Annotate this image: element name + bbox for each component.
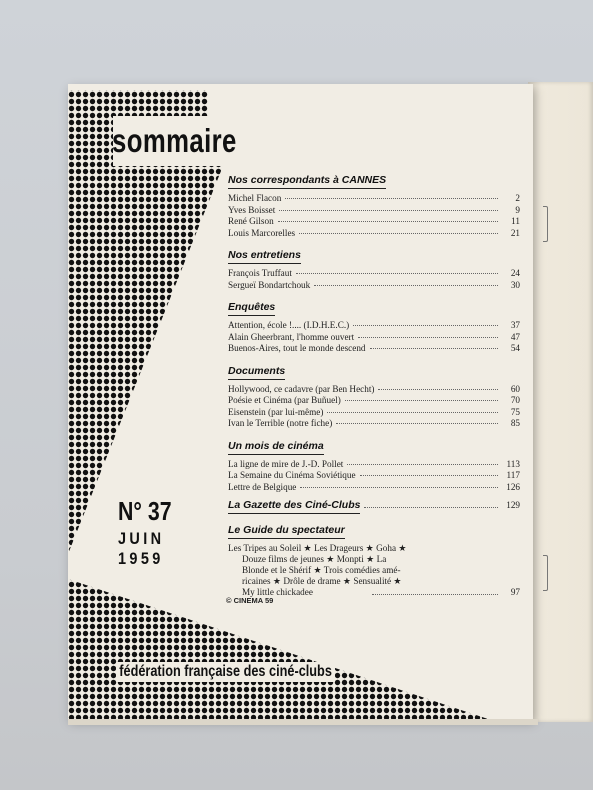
staple-bottom: [543, 555, 548, 591]
section-heading: Le Guide du spectateur: [228, 524, 345, 539]
section-heading: Nos entretiens: [228, 249, 301, 264]
toc-section: [228, 297, 520, 355]
toc-entry: Ivan le Terrible (notre fiche) 85: [228, 418, 520, 428]
toc-entry: Sergueï Bondartchouk 30: [228, 279, 520, 290]
toc-entry: La Semaine du Cinéma Soviétique 117: [228, 470, 520, 480]
toc-section: [228, 436, 520, 494]
toc-entry: Lettre de Belgique 126: [228, 481, 520, 492]
issue-month: JUIN: [118, 529, 165, 548]
adjacent-page-edge: [528, 82, 593, 722]
table-of-contents: [228, 170, 520, 604]
toc-entry: Michel Flacon 2: [228, 193, 520, 203]
toc-section: [228, 170, 520, 239]
toc-entry: François Truffaut 24: [228, 268, 520, 278]
section-heading: Enquêtes: [228, 301, 275, 316]
toc-entry: Louis Marcorelles 21: [228, 227, 520, 238]
section-heading: Un mois de cinéma: [228, 440, 324, 455]
section-heading: Nos correspondants à CANNES: [228, 174, 386, 189]
gazette-entry: [228, 499, 520, 514]
page-number: 129: [506, 500, 520, 510]
page-edge: [68, 719, 538, 725]
toc-section: [228, 361, 520, 430]
toc-entry: Yves Boisset 9: [228, 204, 520, 215]
guide-film-list: Les Tripes au Soleil ★ Les Drageurs ★ Goha ★ Douze films de jeunes ★ Monpti ★ La Blonde et le Shérif ★ Trois comédies amé- ricaines ★ Drôle de drame ★ Sensualité ★ My little chickadee 97: [228, 543, 520, 597]
page-title: sommaire: [112, 122, 237, 159]
copyright-notice: © CINEMA 59: [226, 596, 274, 605]
page-number: 97: [510, 587, 520, 597]
toc-section-guide: [228, 520, 520, 598]
issue-year: 1959: [118, 549, 164, 568]
toc-entry: Alain Gheerbrant, l'homme ouvert 47: [228, 331, 520, 342]
toc-entry: Buenos-Aires, tout le monde descend 54: [228, 343, 520, 353]
issue-number: N° 37: [118, 496, 172, 526]
toc-entry: La ligne de mire de J.-D. Pollet 113: [228, 458, 520, 469]
publisher-name: fédération française des ciné-clubs: [116, 662, 335, 682]
toc-section: [228, 245, 520, 291]
toc-entry: Hollywood, ce cadavre (par Ben Hecht) 60: [228, 383, 520, 394]
section-heading: Documents: [228, 365, 285, 380]
staple-top: [543, 206, 548, 242]
toc-entry: Eisenstein (par lui-même) 75: [228, 406, 520, 417]
issue-info: [118, 496, 218, 569]
toc-entry: Attention, école !.... (I.D.H.E.C.) 37: [228, 320, 520, 330]
toc-entry: Poésie et Cinéma (par Buñuel) 70: [228, 395, 520, 405]
toc-entry: René Gilson 11: [228, 216, 520, 226]
magazine-page: [68, 84, 533, 719]
section-heading: La Gazette des Ciné-Clubs: [228, 499, 360, 514]
